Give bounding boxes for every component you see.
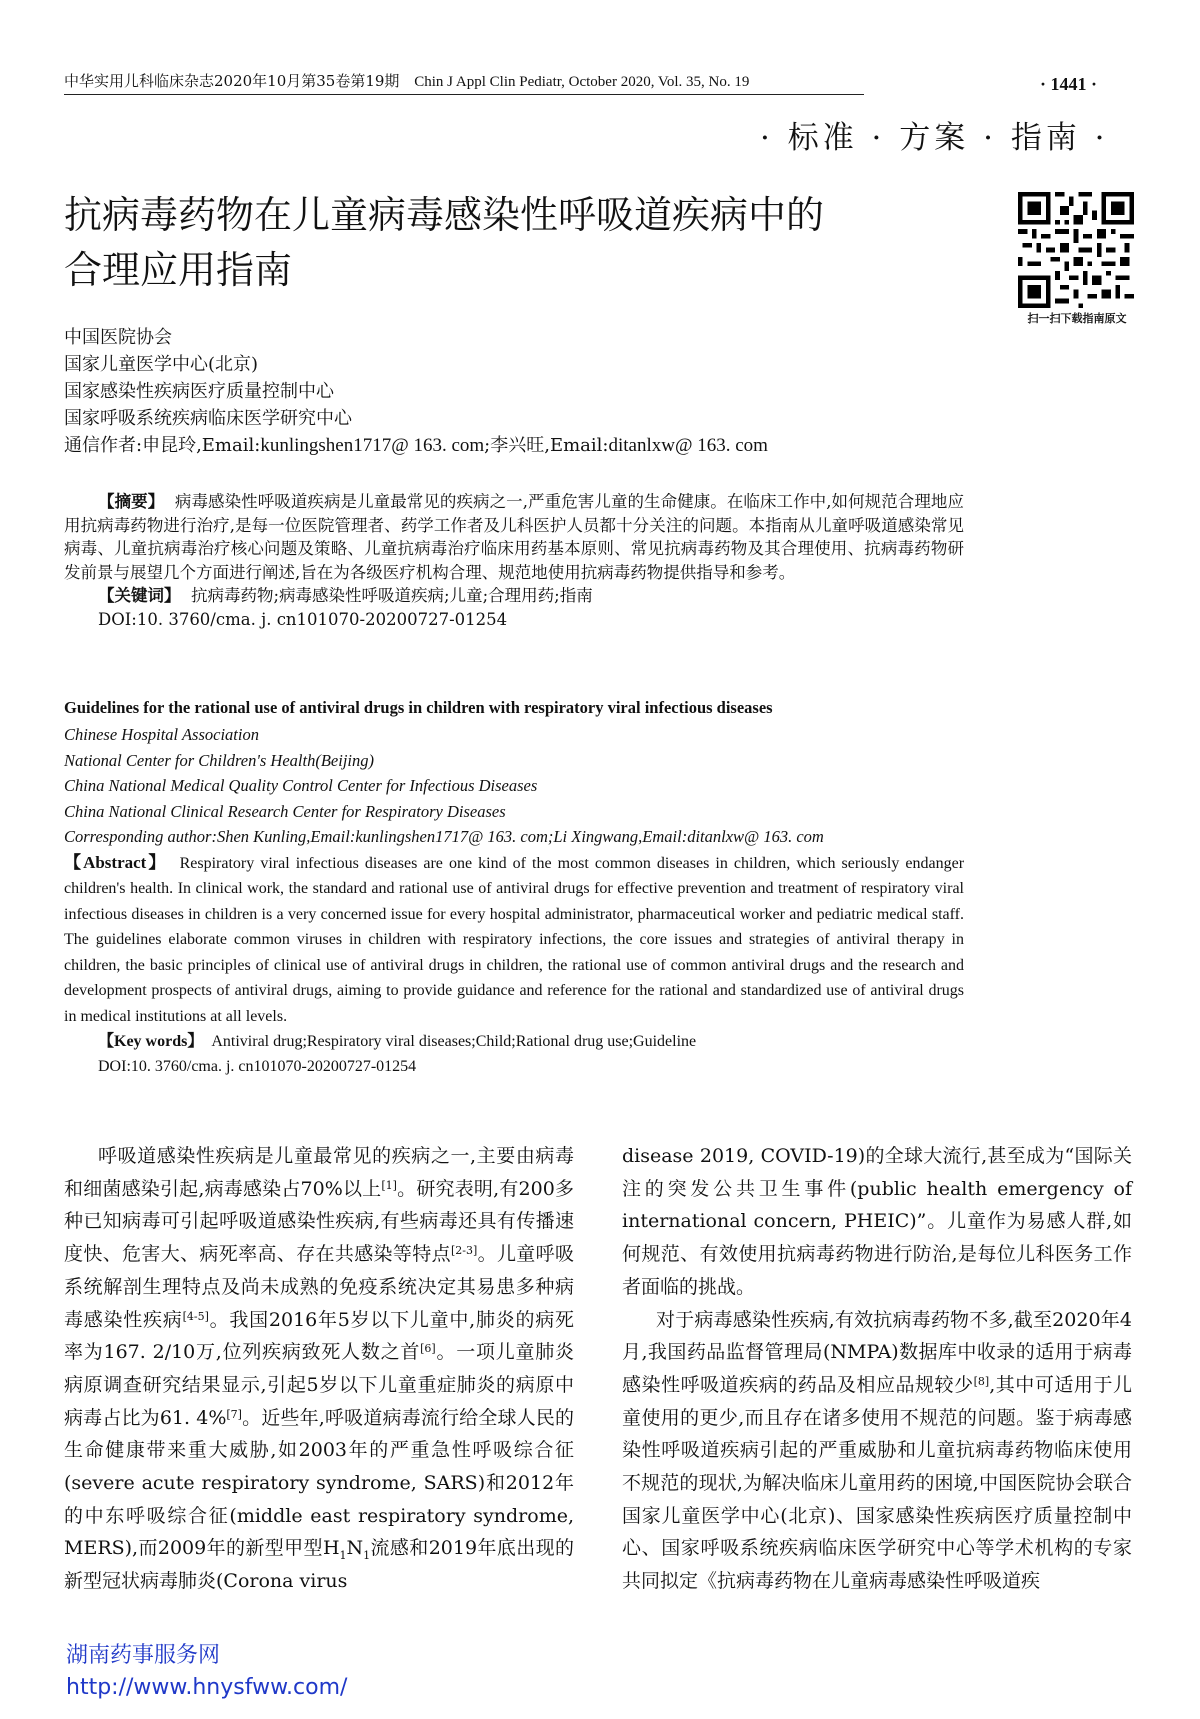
keywords-cn: 【关键词】 抗病毒药物;病毒感染性呼吸道疾病;儿童;合理用药;指南 (98, 586, 593, 605)
doi-cn[interactable]: DOI:10. 3760/cma. j. cn101070-20200727-01254 (98, 609, 508, 629)
citation-ref[interactable]: [4-5] (182, 1309, 209, 1323)
english-abstract: 【Abstract】 Respiratory viral infectious diseases are one kind of the most common diseases in children, which seriously endanger children's health. In clinical work, the standard and rational use of antiviral drugs for effective prevention and treatment of respiratory viral infectious diseases in children is a very concerned issue for every hospital administrator, pharmaceutical worker and pediatric medical staff. The guidelines elaborate common viruses in children with respiratory infections, the core issues and strategies of antiviral therapy in children, the basic principles of clinical use of antiviral drugs in children, the rational use of common antiviral drugs and the research and development prospects of antiviral drugs, aiming to provide guidance and reference for the rational and standardized use of antiviral drugs in medical institutions at all levels. (64, 852, 965, 1025)
english-org-3: China National Medical Quality Control Center for Infectious Diseases (64, 776, 538, 795)
body-column-left (64, 1140, 574, 1598)
body-column-right (622, 1140, 1132, 1598)
english-corresponding-author: Corresponding author:Shen Kunling,Email:kunlingshen1717@ 163. com;Li Xingwang,Email:ditanlxw@ 163. com (64, 827, 824, 846)
citation-ref[interactable]: [7] (226, 1407, 242, 1421)
page-number: · 1441 · (1040, 74, 1098, 94)
english-org-4: China National Clinical Research Center for Respiratory Diseases (64, 801, 506, 821)
email-link[interactable]: kunlingshen1717@ 163. com (260, 435, 485, 456)
abstract-cn-paragraph (64, 490, 964, 584)
english-abstract-block (64, 698, 964, 1079)
qr-caption: 扫一扫下载指南原文 (1027, 312, 1127, 325)
abstract-label: 【摘要】 (98, 492, 165, 511)
article-title (64, 188, 964, 298)
english-title: Guidelines for the rational use of antiviral drugs in children with respiratory viral infectious diseases (64, 698, 773, 717)
email-link[interactable]: ditanlxw@ 163. com (608, 435, 768, 456)
org-2: 国家儿童医学中心(北京) (64, 354, 259, 375)
citation-ref[interactable]: [6] (420, 1342, 436, 1356)
abstract-cn (64, 490, 964, 631)
body-paragraph: 对于病毒感染性疾病,有效抗病毒药物不多,截至2020年4月,我国药品监督管理局(NMPA)数据库中收录的适用于病毒感染性呼吸道疾病的药品及相应品规较少[8],其中可适用于儿童使用的更少,而且存在诸多使用不规范的问题。鉴于病毒感染性呼吸道疾病引起的严重威胁和儿童抗病毒药物临床使用不规范的现状,为解决临床儿童用药的困境,中国医院协会联合国家儿童医学中心(北京)、国家感染性疾病医疗质量控制中心、国家呼吸系统疾病临床医学研究中心等学术机构的专家共同拟定《抗病毒药物在儿童病毒感染性呼吸道疾 (622, 1308, 1132, 1593)
citation-ref[interactable]: [8] (973, 1374, 990, 1388)
corresponding-author-cn: 通信作者:申昆玲,Email:kunlingshen1717@ 163. com;李兴旺,Email:ditanlxw@ 163. com (64, 435, 768, 456)
org-4: 国家呼吸系统疾病临床医学研究中心 (64, 408, 352, 429)
watermark-site-name: 湖南药事服务网 (66, 1643, 221, 1668)
title-line-2: 合理应用指南 (64, 248, 293, 292)
column-label: · 标准 · 方案 · 指南 · (760, 120, 1109, 156)
org-3: 国家感染性疾病医疗质量控制中心 (64, 381, 334, 402)
watermark (66, 1640, 347, 1704)
journal-name-en: Chin J Appl Clin Pediatr, October 2020, Vol. 35, No. 19 (414, 74, 750, 90)
english-doi[interactable]: DOI:10. 3760/cma. j. cn101070-20200727-01254 (98, 1058, 417, 1075)
watermark-url[interactable]: http://www.hnysfww.com/ (66, 1675, 348, 1700)
body-paragraph: disease 2019, COVID-19)的全球大流行,甚至成为“国际关注的突发公共卫生事件(public health emergency of international concern, PHEIC)”。儿童作为易感人群,如何规范、有效使用抗病毒药物进行防治,是每位儿科医务工作者面临的挑战。 (622, 1145, 1132, 1298)
running-head (64, 70, 864, 95)
body-paragraph: 呼吸道感染性疾病是儿童最常见的疾病之一,主要由病毒和细菌感染引起,病毒感染占70%以上[1]。研究表明,有200多种已知病毒可引起呼吸道感染性疾病,有些病毒还具有传播速度快、危害大、病死率高、存在共感染等特点[2-3]。儿童呼吸系统解剖生理特点及尚未成熟的免疫系统决定其易患多种病毒感染性疾病[4-5]。我国2016年5岁以下儿童中,肺炎的病死率为167. 2/10万,位列疾病致死人数之首[6]。一项儿童肺炎病原调查研究结果显示,引起5岁以下儿童重症肺炎的病原中病毒占比为61. 4%[7]。近些年,呼吸道病毒流行给全球人民的生命健康带来重大威胁,如2003年的严重急性呼吸综合征(severe acute respiratory syndrome, SARS)和2012年的中东呼吸综合征(middle east respiratory syndrome, MERS),而2009年的新型甲型$H_1N_1$流感和2019年底出现的新型冠状病毒肺炎(Corona virus (64, 1145, 574, 1593)
author-block-cn (64, 324, 768, 459)
english-keywords: 【Key words】 Antiviral drug;Respiratory viral diseases;Child;Rational drug use;Guideline (98, 1033, 697, 1050)
citation-ref[interactable]: [2-3] (450, 1244, 478, 1258)
citation-ref[interactable]: [1] (381, 1178, 397, 1192)
journal-name-cn: 中华实用儿科临床杂志2020年10月第35卷第19期 (64, 72, 400, 90)
qr-code-icon[interactable] (1018, 192, 1134, 308)
title-line-1: 抗病毒药物在儿童病毒感染性呼吸道疾病中的 (64, 193, 825, 237)
english-org-2: National Center for Children's Health(Beijing) (64, 750, 374, 770)
english-org-1: Chinese Hospital Association (64, 725, 259, 744)
org-1: 中国医院协会 (64, 327, 172, 348)
abstract-text: 病毒感染性呼吸道疾病是儿童最常见的疾病之一,严重危害儿童的生命健康。在临床工作中,如何规范合理地应用抗病毒药物进行治疗,是每一位医院管理者、药学工作者及儿科医护人员都十分关注的问题。本指南从儿童呼吸道感染常见病毒、儿童抗病毒治疗核心问题及策略、儿童抗病毒治疗临床用药基本原则、常见抗病毒药物及其合理使用、抗病毒药物研发前景与展望几个方面进行阐述,旨在为各级医疗机构合理、规范地使用抗病毒药物提供指导和参考。 (64, 492, 964, 582)
